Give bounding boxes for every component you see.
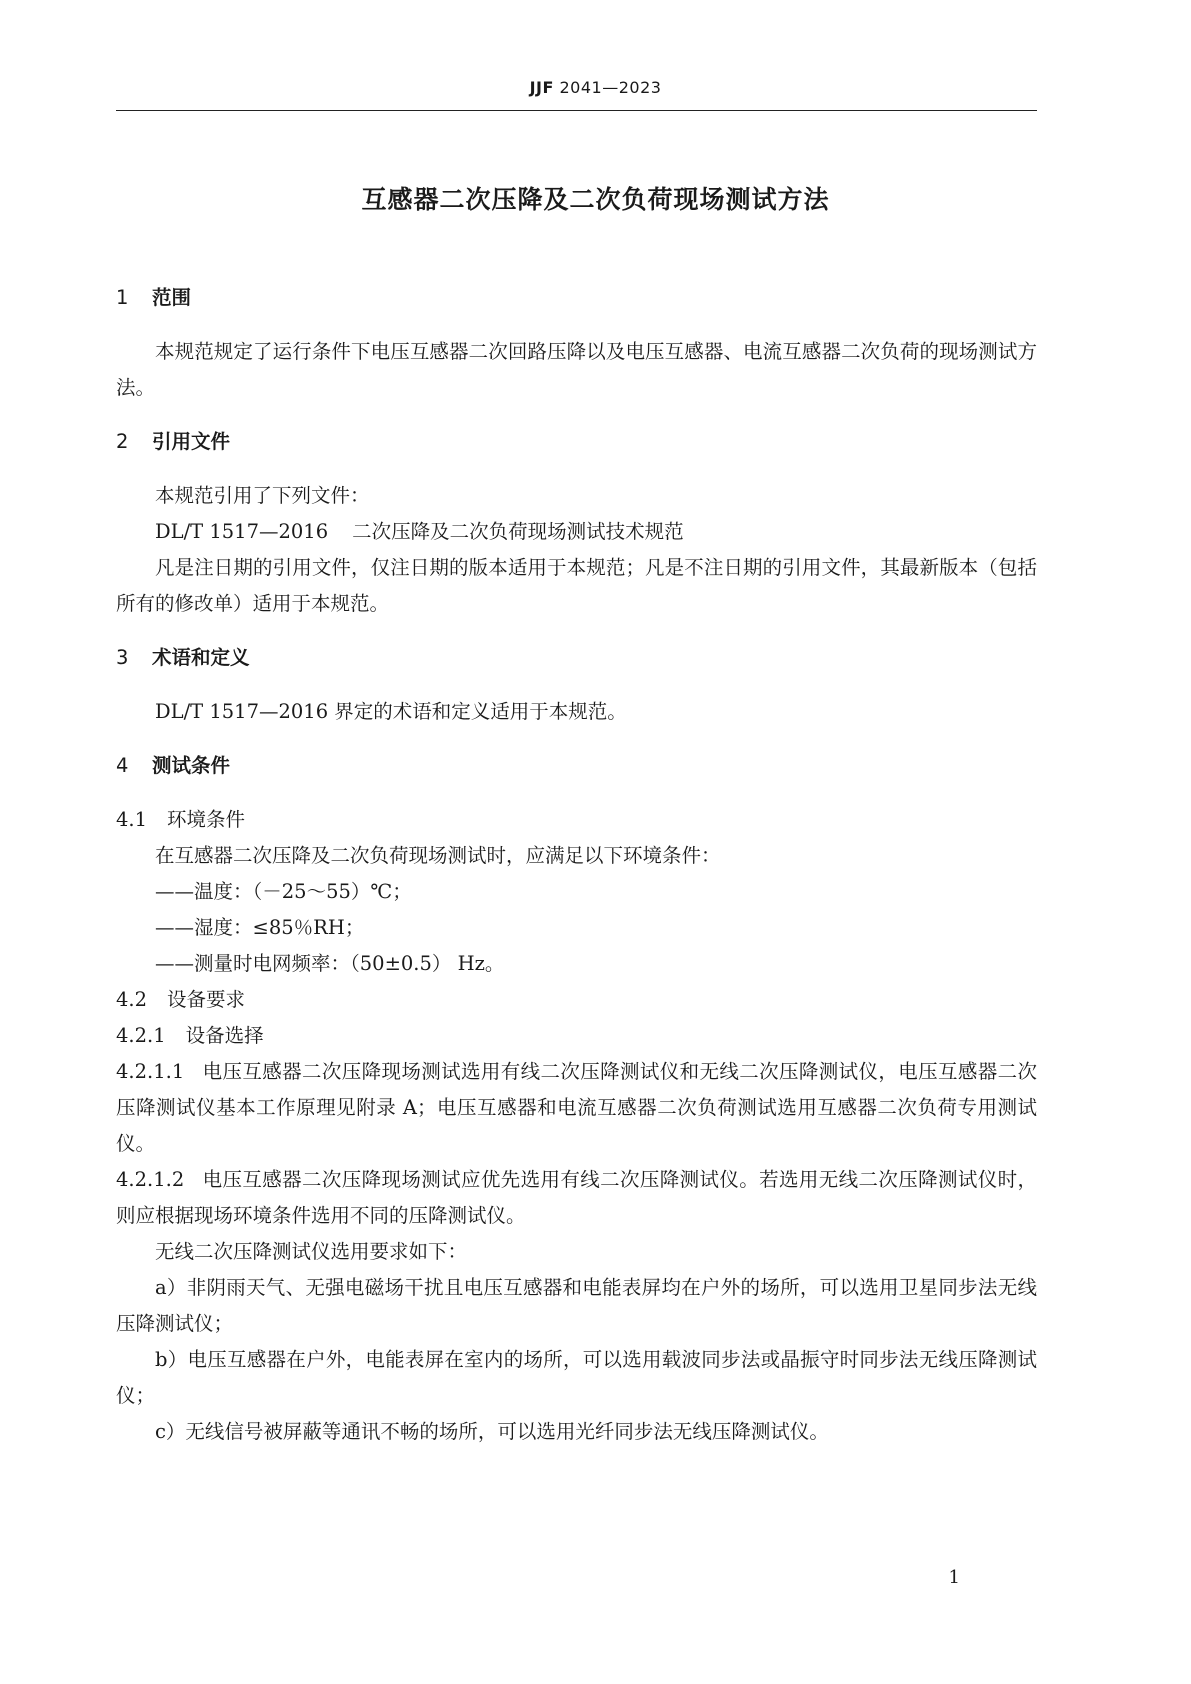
clause-4-2-1-heading <box>116 1018 1037 1054</box>
clause-title: 环境条件 <box>167 808 246 831</box>
reference-code: DL/T 1517—2016 <box>155 520 329 543</box>
section-title: 范围 <box>152 286 192 309</box>
reference-entry <box>116 514 1037 550</box>
list-item-a: a）非阴雨天气、无强电磁场干扰且电压互感器和电能表屏均在户外的场所，可以选用卫星同步法无线压降测试仪； <box>116 1276 1037 1335</box>
section-title: 引用文件 <box>152 430 231 453</box>
clause-title: 设备要求 <box>167 988 246 1011</box>
section-number: 4 <box>116 754 129 777</box>
document-title: 互感器二次压降及二次负荷现场测试方法 <box>361 185 830 214</box>
clause-4-2-1-1 <box>116 1054 1037 1162</box>
header-rule <box>116 110 1037 111</box>
clause-number: 4.2 <box>116 988 148 1011</box>
clause-number: 4.2.1 <box>116 1024 166 1047</box>
section-1-heading <box>116 280 1037 316</box>
environment-item-temperature: ——温度：（－25～55）℃； <box>155 880 412 903</box>
reference-title: 二次压降及二次负荷现场测试技术规范 <box>352 520 684 543</box>
clause-number: 4.2.1.2 <box>116 1168 185 1191</box>
running-header <box>0 78 1191 97</box>
standard-number: 2041—2023 <box>553 78 662 97</box>
section-1-paragraph: 本规范规定了运行条件下电压互感器二次回路压降以及电压互感器、电流互感器二次负荷的现场测试方法。 <box>116 340 1037 399</box>
list-item-c: c）无线信号被屏蔽等通讯不畅的场所，可以选用光纤同步法无线压降测试仪。 <box>155 1420 829 1443</box>
section-number: 2 <box>116 430 129 453</box>
section-4-heading <box>116 748 1037 784</box>
clause-number: 4.2.1.1 <box>116 1060 185 1083</box>
clause-4-2-heading <box>116 982 1037 1018</box>
environment-intro: 在互感器二次压降及二次负荷现场测试时，应满足以下环境条件： <box>155 844 721 867</box>
section-title: 测试条件 <box>152 754 231 777</box>
standard-prefix: JJF <box>529 78 554 97</box>
clause-text: 电压互感器二次压降现场测试应优先选用有线二次压降测试仪。若选用无线二次压降测试仪时，则应根据现场环境条件选用不同的压降测试仪。 <box>116 1168 1037 1227</box>
section-number: 1 <box>116 286 129 309</box>
section-3-heading <box>116 640 1037 676</box>
clause-title: 设备选择 <box>185 1024 264 1047</box>
clause-text: 电压互感器二次压降现场测试选用有线二次压降测试仪和无线二次压降测试仪，电压互感器二次压降测试仪基本工作原理见附录 A；电压互感器和电流互感器二次负荷测试选用互感器二次负荷专用测试仪。 <box>116 1060 1037 1155</box>
section-3-paragraph: DL/T 1517—2016 界定的术语和定义适用于本规范。 <box>155 700 627 723</box>
references-note: 凡是注日期的引用文件，仅注日期的版本适用于本规范；凡是不注日期的引用文件，其最新版本（包括所有的修改单）适用于本规范。 <box>116 556 1037 615</box>
section-title: 术语和定义 <box>152 646 250 669</box>
clause-4-2-1-2 <box>116 1162 1037 1234</box>
references-intro: 本规范引用了下列文件： <box>155 484 370 507</box>
wireless-requirements-intro: 无线二次压降测试仪选用要求如下： <box>155 1240 468 1263</box>
clause-number: 4.1 <box>116 808 148 831</box>
page-number: 1 <box>948 1567 960 1588</box>
clause-4-1-heading <box>116 802 1037 838</box>
list-item-b: b）电压互感器在户外，电能表屏在室内的场所，可以选用载波同步法或晶振守时同步法无线压降测试仪； <box>116 1348 1037 1407</box>
section-number: 3 <box>116 646 129 669</box>
environment-item-frequency: ——测量时电网频率：（50±0.5） Hz。 <box>155 952 505 975</box>
section-2-heading <box>116 424 1037 460</box>
document-body <box>116 280 1037 1450</box>
environment-item-humidity: ——湿度：≤85％RH； <box>155 916 365 939</box>
